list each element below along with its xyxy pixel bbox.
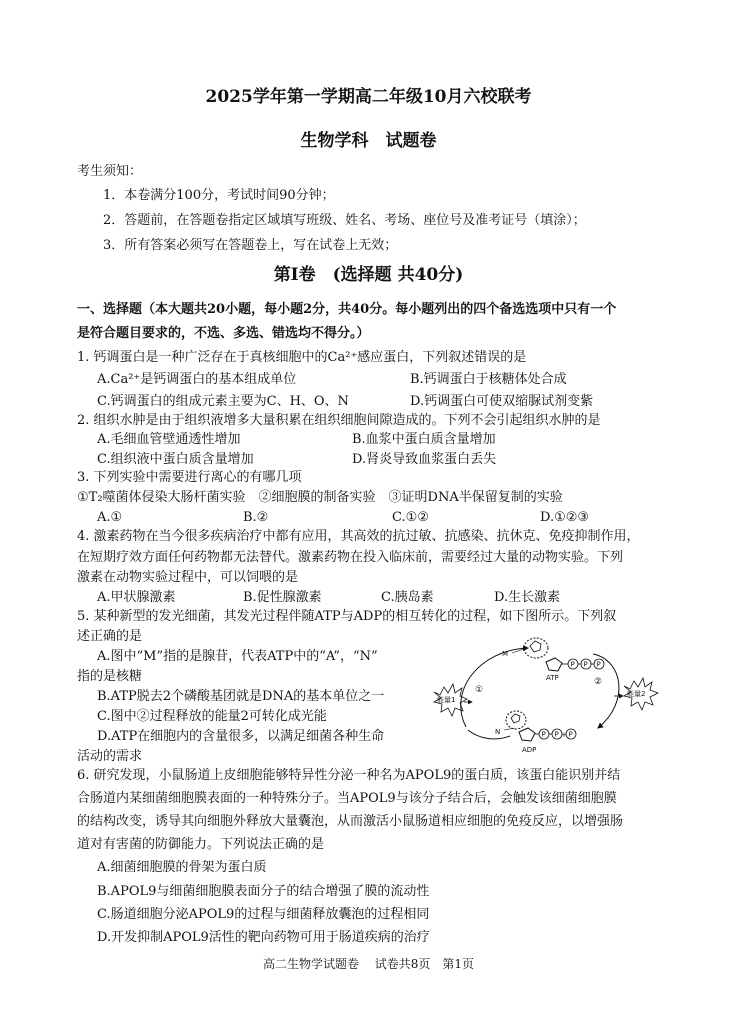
step1-label: ① — [475, 685, 484, 695]
q1-stem: 1. 钙调蛋白是一种广泛存在于真核细胞中的Ca²⁺感应蛋白，下列叙述错误的是 — [77, 350, 527, 365]
q2-stem: 2. 组织水肿是由于组织液增多大量积累在组织细胞间隙造成的。下列不会引起组织水肿的是 — [77, 413, 601, 428]
q4-line1: 4. 激素药物在当今很多疾病治疗中都有应用，其高效的抗过敏、抗感染、抗休克、免疫抑制作用， — [77, 529, 640, 544]
q5-line2: 述正确的是 — [77, 629, 143, 644]
q4-option-d: D.生长激素 — [494, 590, 561, 605]
q2-option-c: C.组织液中蛋白质含量增加 — [97, 452, 254, 467]
q3-option-c: C.①② — [392, 510, 429, 525]
atp-adp-cycle-svg — [418, 632, 666, 756]
part-instructions-line1: 一、选择题（本大题共20小题，每小题2分，共40分。每小题列出的四个备选选项中只有一个 — [77, 302, 617, 317]
q4-option-a: A.甲状腺激素 — [97, 590, 176, 605]
q5-option-a-line2: 指的是核糖 — [77, 669, 143, 684]
notice-label: 考生须知： — [77, 164, 143, 179]
page-footer: 高二生物学试题卷 试卷共8页 第1页 — [262, 957, 475, 971]
atp-adp-cycle-diagram — [418, 632, 666, 756]
q1-option-b: B.钙调蛋白于核糖体处合成 — [410, 372, 567, 387]
q5-line1: 5. 某种新型的发光细菌，其发光过程伴随ATP与ADP的相互转化的过程，如下图所示。下列叙 — [77, 609, 617, 624]
notice-item-3: 3．所有答案必须写在答题卷上，写在试卷上无效； — [103, 238, 398, 253]
q3-items: ①T₂噬菌体侵染大肠杆菌实验 ②细胞膜的制备实验 ③证明DNA半保留复制的实验 — [77, 490, 563, 505]
q2-option-a: A.毛细血管壁通透性增加 — [97, 432, 241, 447]
q5-option-d-line1: D.ATP在细胞内的含量很多，以满足细菌各种生命 — [97, 729, 385, 744]
atp-p2-label: P — [583, 660, 588, 669]
atp-p1-label: P — [570, 660, 575, 669]
q5-option-b: B.ATP脱去2个磷酸基团就是DNA的基本单位之一 — [97, 689, 385, 704]
atp-ribose — [546, 658, 562, 671]
q4-option-c: C.胰岛素 — [381, 590, 434, 605]
plus-label: + — [561, 731, 567, 739]
adp-p2-label: P — [554, 730, 559, 739]
q3-stem: 3. 下列实验中需要进行离心的有哪几项 — [77, 470, 302, 485]
q3-option-d: D.①②③ — [540, 510, 590, 525]
q4-option-b: B.促性腺激素 — [243, 590, 322, 605]
q1-option-d: D.钙调蛋白可使双缩脲试剂变紫 — [410, 394, 594, 409]
q5-option-a-line1: A.图中“M”指的是腺苷，代表ATP中的“A”，“N” — [97, 649, 378, 664]
q6-option-a: A.细菌细胞膜的骨架为蛋白质 — [97, 860, 267, 875]
q6-line1: 6. 研究发现，小鼠肠道上皮细胞能够特异性分泌一种名为APOL9的蛋白质，该蛋白能识别并结 — [77, 768, 621, 783]
q6-line4: 道对有害菌的防御能力。下列说法正确的是 — [77, 837, 325, 852]
q5-option-c: C.图中②过程释放的能量2可转化成光能 — [97, 709, 327, 724]
q1-option-a: A.Ca²⁺是钙调蛋白的基本组成单位 — [97, 372, 297, 387]
q2-option-d: D.肾炎导致血浆蛋白丢失 — [352, 452, 497, 467]
atp-p3-label: P — [596, 660, 601, 669]
exam-subtitle: 生物学科 试题卷 — [300, 131, 437, 151]
adp-label: ADP — [522, 746, 537, 754]
free-p-label: P — [568, 730, 573, 739]
q4-line3: 激素在动物实验过程中，可以饲喂的是 — [77, 570, 299, 585]
notice-item-2: 2．答题前，在答题卷指定区域填写班级、姓名、考场、座位号及准考证号（填涂）； — [103, 213, 586, 228]
q1-option-c: C.钙调蛋白的组成元素主要为C、H、O、N — [97, 394, 349, 409]
q6-line2: 合肠道内某细菌细胞膜表面的一种特殊分子。当APOL9与该分子结合后，会触发该细菌细胞膜 — [77, 791, 617, 806]
part-instructions-line2: 是符合题目要求的，不选、多选、错选均不得分。） — [77, 326, 370, 341]
q3-option-b: B.② — [243, 510, 269, 525]
m-label: M — [502, 650, 509, 658]
energy1-label: 能量1 — [437, 696, 456, 704]
section-title: 第Ⅰ卷 (选择题 共40分) — [273, 265, 464, 285]
return-arrow — [468, 730, 510, 739]
q2-option-b: B.血浆中蛋白质含量增加 — [352, 432, 496, 447]
q6-line3: 的结构改变，诱导其向细胞外释放大量囊泡，从而激活小鼠肠道相应细胞的免疫反应，以增强肠 — [77, 814, 624, 829]
notice-item-1: 1．本卷满分100分，考试时间90分钟； — [103, 188, 335, 203]
adp-adenine — [506, 711, 526, 729]
n-label: N — [495, 728, 501, 736]
q4-line2: 在短期疗效方面任何药物都无法替代。激素药物在投入临床前，需要经过大量的动物实验。下列 — [77, 550, 624, 565]
step2-label: ② — [594, 677, 603, 687]
q6-option-c: C.肠道细胞分泌APOL9的过程与细菌释放囊泡的过程相同 — [97, 907, 430, 922]
adp-ribose — [519, 728, 535, 741]
q6-option-b: B.APOL9与细菌细胞膜表面分子的结合增强了膜的流动性 — [97, 884, 430, 899]
exam-title: 2025学年第一学期高二年级10月六校联考 — [205, 87, 532, 107]
q5-option-d-line2: 活动的需求 — [77, 749, 143, 764]
q3-option-a: A.① — [97, 510, 123, 525]
atp-label: ATP — [546, 674, 559, 682]
q6-option-d: D.开发抑制APOL9活性的靶向药物可用于肠道疾病的治疗 — [97, 930, 430, 945]
adp-p1-label: P — [541, 730, 546, 739]
energy2-label: 能量2 — [627, 690, 646, 698]
